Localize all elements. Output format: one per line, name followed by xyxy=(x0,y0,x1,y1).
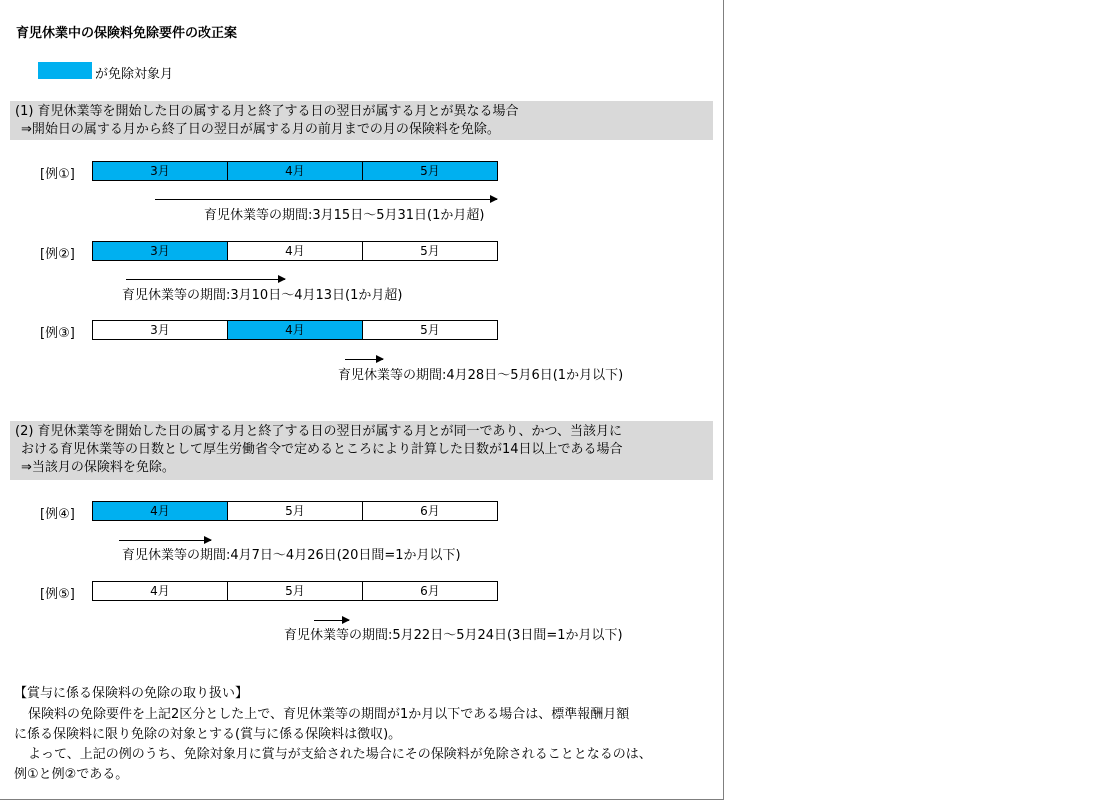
example-3-label: [例③] xyxy=(40,326,75,341)
bonus-line4: 例①と例②である。 xyxy=(14,767,129,782)
example-1-months xyxy=(92,161,498,181)
example-2-period: 育児休業等の期間:3月10日～4月13日(1か月超) xyxy=(122,288,403,303)
example-4-month-2: 5月 xyxy=(228,502,363,520)
example-5-month-2: 5月 xyxy=(228,582,363,600)
bonus-line1: 保険料の免除要件を上記2区分とした上で、育児休業等の期間が1か月以下である場合は、標準報酬月額 xyxy=(28,707,630,722)
section2-header xyxy=(10,421,713,480)
example-4-period-arrow xyxy=(119,540,211,541)
example-3-period: 育児休業等の期間:4月28日～5月6日(1か月以下) xyxy=(338,368,624,383)
bonus-line2: に係る保険料に限り免除の対象とする(賞与に係る保険料は徴収)。 xyxy=(14,727,402,742)
example-5-month-3: 6月 xyxy=(363,582,497,600)
bonus-heading: 【賞与に係る保険料の免除の取り扱い】 xyxy=(14,686,249,701)
example-1-month-3: 5月 xyxy=(363,162,497,180)
page-title: 育児休業中の保険料免除要件の改正案 xyxy=(16,26,238,41)
example-4-label: [例④] xyxy=(40,507,75,522)
example-5-period: 育児休業等の期間:5月22日～5月24日(3日間=1か月以下) xyxy=(284,628,623,643)
example-1-period-arrow xyxy=(155,199,497,200)
section1-header xyxy=(10,101,713,140)
example-5-months xyxy=(92,581,498,601)
legend-text: が免除対象月 xyxy=(95,67,174,82)
bonus-line3: よって、上記の例のうち、免除対象月に賞与が支給された場合にその保険料が免除されることとなるのは、 xyxy=(28,747,652,762)
example-3-month-1: 3月 xyxy=(93,321,228,339)
example-5-label: [例⑤] xyxy=(40,587,75,602)
example-3-period-arrow xyxy=(345,359,383,360)
section1-line2: ⇒開始日の属する月から終了日の翌日が属する月の前月までの月の保険料を免除。 xyxy=(21,122,500,137)
example-1-label: [例①] xyxy=(40,167,75,182)
legend-swatch xyxy=(38,62,92,79)
example-3-months xyxy=(92,320,498,340)
example-3-month-3: 5月 xyxy=(363,321,497,339)
section2-line2: おける育児休業等の日数として厚生労働省令で定めるところにより計算した日数が14日以上である場合 xyxy=(21,442,623,457)
example-1-period: 育児休業等の期間:3月15日～5月31日(1か月超) xyxy=(204,208,485,223)
example-2-period-arrow xyxy=(126,279,285,280)
section2-line1: (2) 育児休業等を開始した日の属する月と終了する日の翌日が属する月とが同一であり、かつ、当該月に xyxy=(15,424,623,439)
example-5-period-arrow xyxy=(314,620,349,621)
example-3-month-2: 4月 xyxy=(228,321,363,339)
example-5-month-1: 4月 xyxy=(93,582,228,600)
section2-line3: ⇒当該月の保険料を免除。 xyxy=(21,460,175,475)
example-2-months xyxy=(92,241,498,261)
example-1-month-2: 4月 xyxy=(228,162,363,180)
example-4-month-3: 6月 xyxy=(363,502,497,520)
example-2-label: [例②] xyxy=(40,247,75,262)
example-2-month-2: 4月 xyxy=(228,242,363,260)
example-1-month-1: 3月 xyxy=(93,162,228,180)
section1-line1: (1) 育児休業等を開始した日の属する月と終了する日の翌日が属する月とが異なる場合 xyxy=(15,104,519,119)
example-4-month-1: 4月 xyxy=(93,502,228,520)
example-4-period: 育児休業等の期間:4月7日～4月26日(20日間=1か月以下) xyxy=(122,548,461,563)
example-4-months xyxy=(92,501,498,521)
example-2-month-1: 3月 xyxy=(93,242,228,260)
example-2-month-3: 5月 xyxy=(363,242,497,260)
